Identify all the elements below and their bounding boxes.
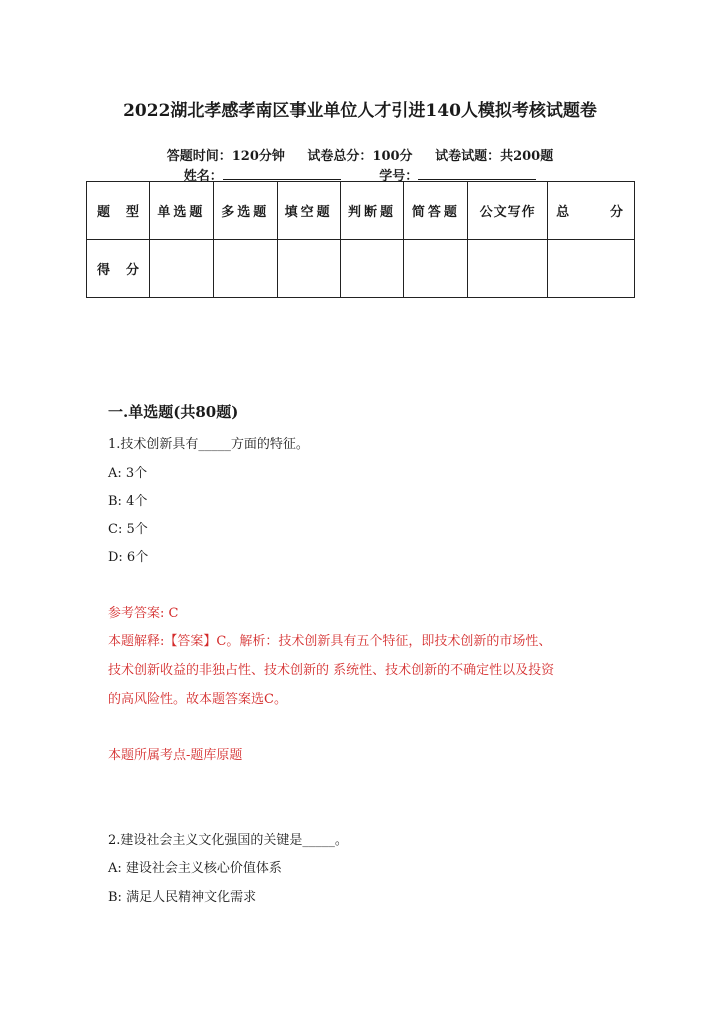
exam-title: 2022湖北孝感孝南区事业单位人才引进140人模拟考核试题卷 [123, 101, 597, 121]
score-table [86, 181, 635, 298]
score-char-2: 分 [125, 263, 139, 278]
question-2-option-b: B: 满足人民精神文化需求 [108, 890, 257, 905]
question-1-explanation-line-1: 本题解释:【答案】C。解析：技术创新具有五个特征，即技术创新的市场性、 [108, 634, 552, 649]
score-cell[interactable] [277, 240, 340, 298]
column-header: 多选题 [213, 182, 277, 240]
score-table-score-row [87, 240, 635, 298]
id-blank [418, 167, 536, 180]
question-1-answer: 参考答案: C [108, 606, 179, 621]
header-type-char-1: 题 [97, 205, 111, 220]
question-1-explanation-line-3: 的高风险性。故本题答案选C。 [108, 692, 287, 707]
exam-meta-line [0, 145, 720, 164]
column-header: 判断题 [340, 182, 404, 240]
id-label: 学号： [379, 169, 419, 184]
name-label: 姓名： [183, 169, 223, 184]
header-type-char-2: 型 [125, 205, 139, 220]
section-title: 一.单选题(共80题) [108, 403, 239, 421]
question-1-option-b: B: 4个 [108, 494, 148, 509]
exam-question-count: 试卷试题：共200题 [435, 149, 554, 164]
question-1-source: 本题所属考点-题库原题 [108, 748, 243, 763]
exam-time: 答题时间：120分钟 [166, 149, 285, 164]
name-blank [223, 167, 341, 180]
score-table-header-row [87, 182, 635, 240]
question-1-stem: 1.技术创新具有_____方面的特征。 [108, 437, 309, 452]
column-header: 填空题 [277, 182, 340, 240]
score-cell[interactable] [340, 240, 404, 298]
question-1-option-a: A: 3个 [108, 466, 148, 481]
column-header: 单选题 [149, 182, 213, 240]
question-1-option-c: C: 5个 [108, 522, 148, 537]
total-char-1: 总 [556, 205, 573, 220]
question-2-option-a: A: 建设社会主义核心价值体系 [108, 861, 282, 876]
total-char-2: 分 [609, 205, 626, 220]
score-cell[interactable] [149, 240, 213, 298]
score-cell[interactable] [548, 240, 635, 298]
question-1-option-d: D: 6个 [108, 550, 149, 565]
column-header: 公文写作 [468, 182, 548, 240]
score-label-cell [87, 240, 150, 298]
score-cell[interactable] [404, 240, 468, 298]
score-cell[interactable] [468, 240, 548, 298]
score-char-1: 得 [97, 263, 111, 278]
question-2-stem: 2.建设社会主义文化强国的关键是_____。 [108, 833, 348, 848]
column-header: 简答题 [404, 182, 468, 240]
question-1-explanation-line-2: 技术创新收益的非独占性、技术创新的 系统性、技术创新的不确定性以及投资 [108, 663, 555, 678]
exam-total-score: 试卷总分：100分 [307, 149, 413, 164]
header-type-cell [87, 182, 150, 240]
score-cell[interactable] [213, 240, 277, 298]
header-total-cell [548, 182, 635, 240]
